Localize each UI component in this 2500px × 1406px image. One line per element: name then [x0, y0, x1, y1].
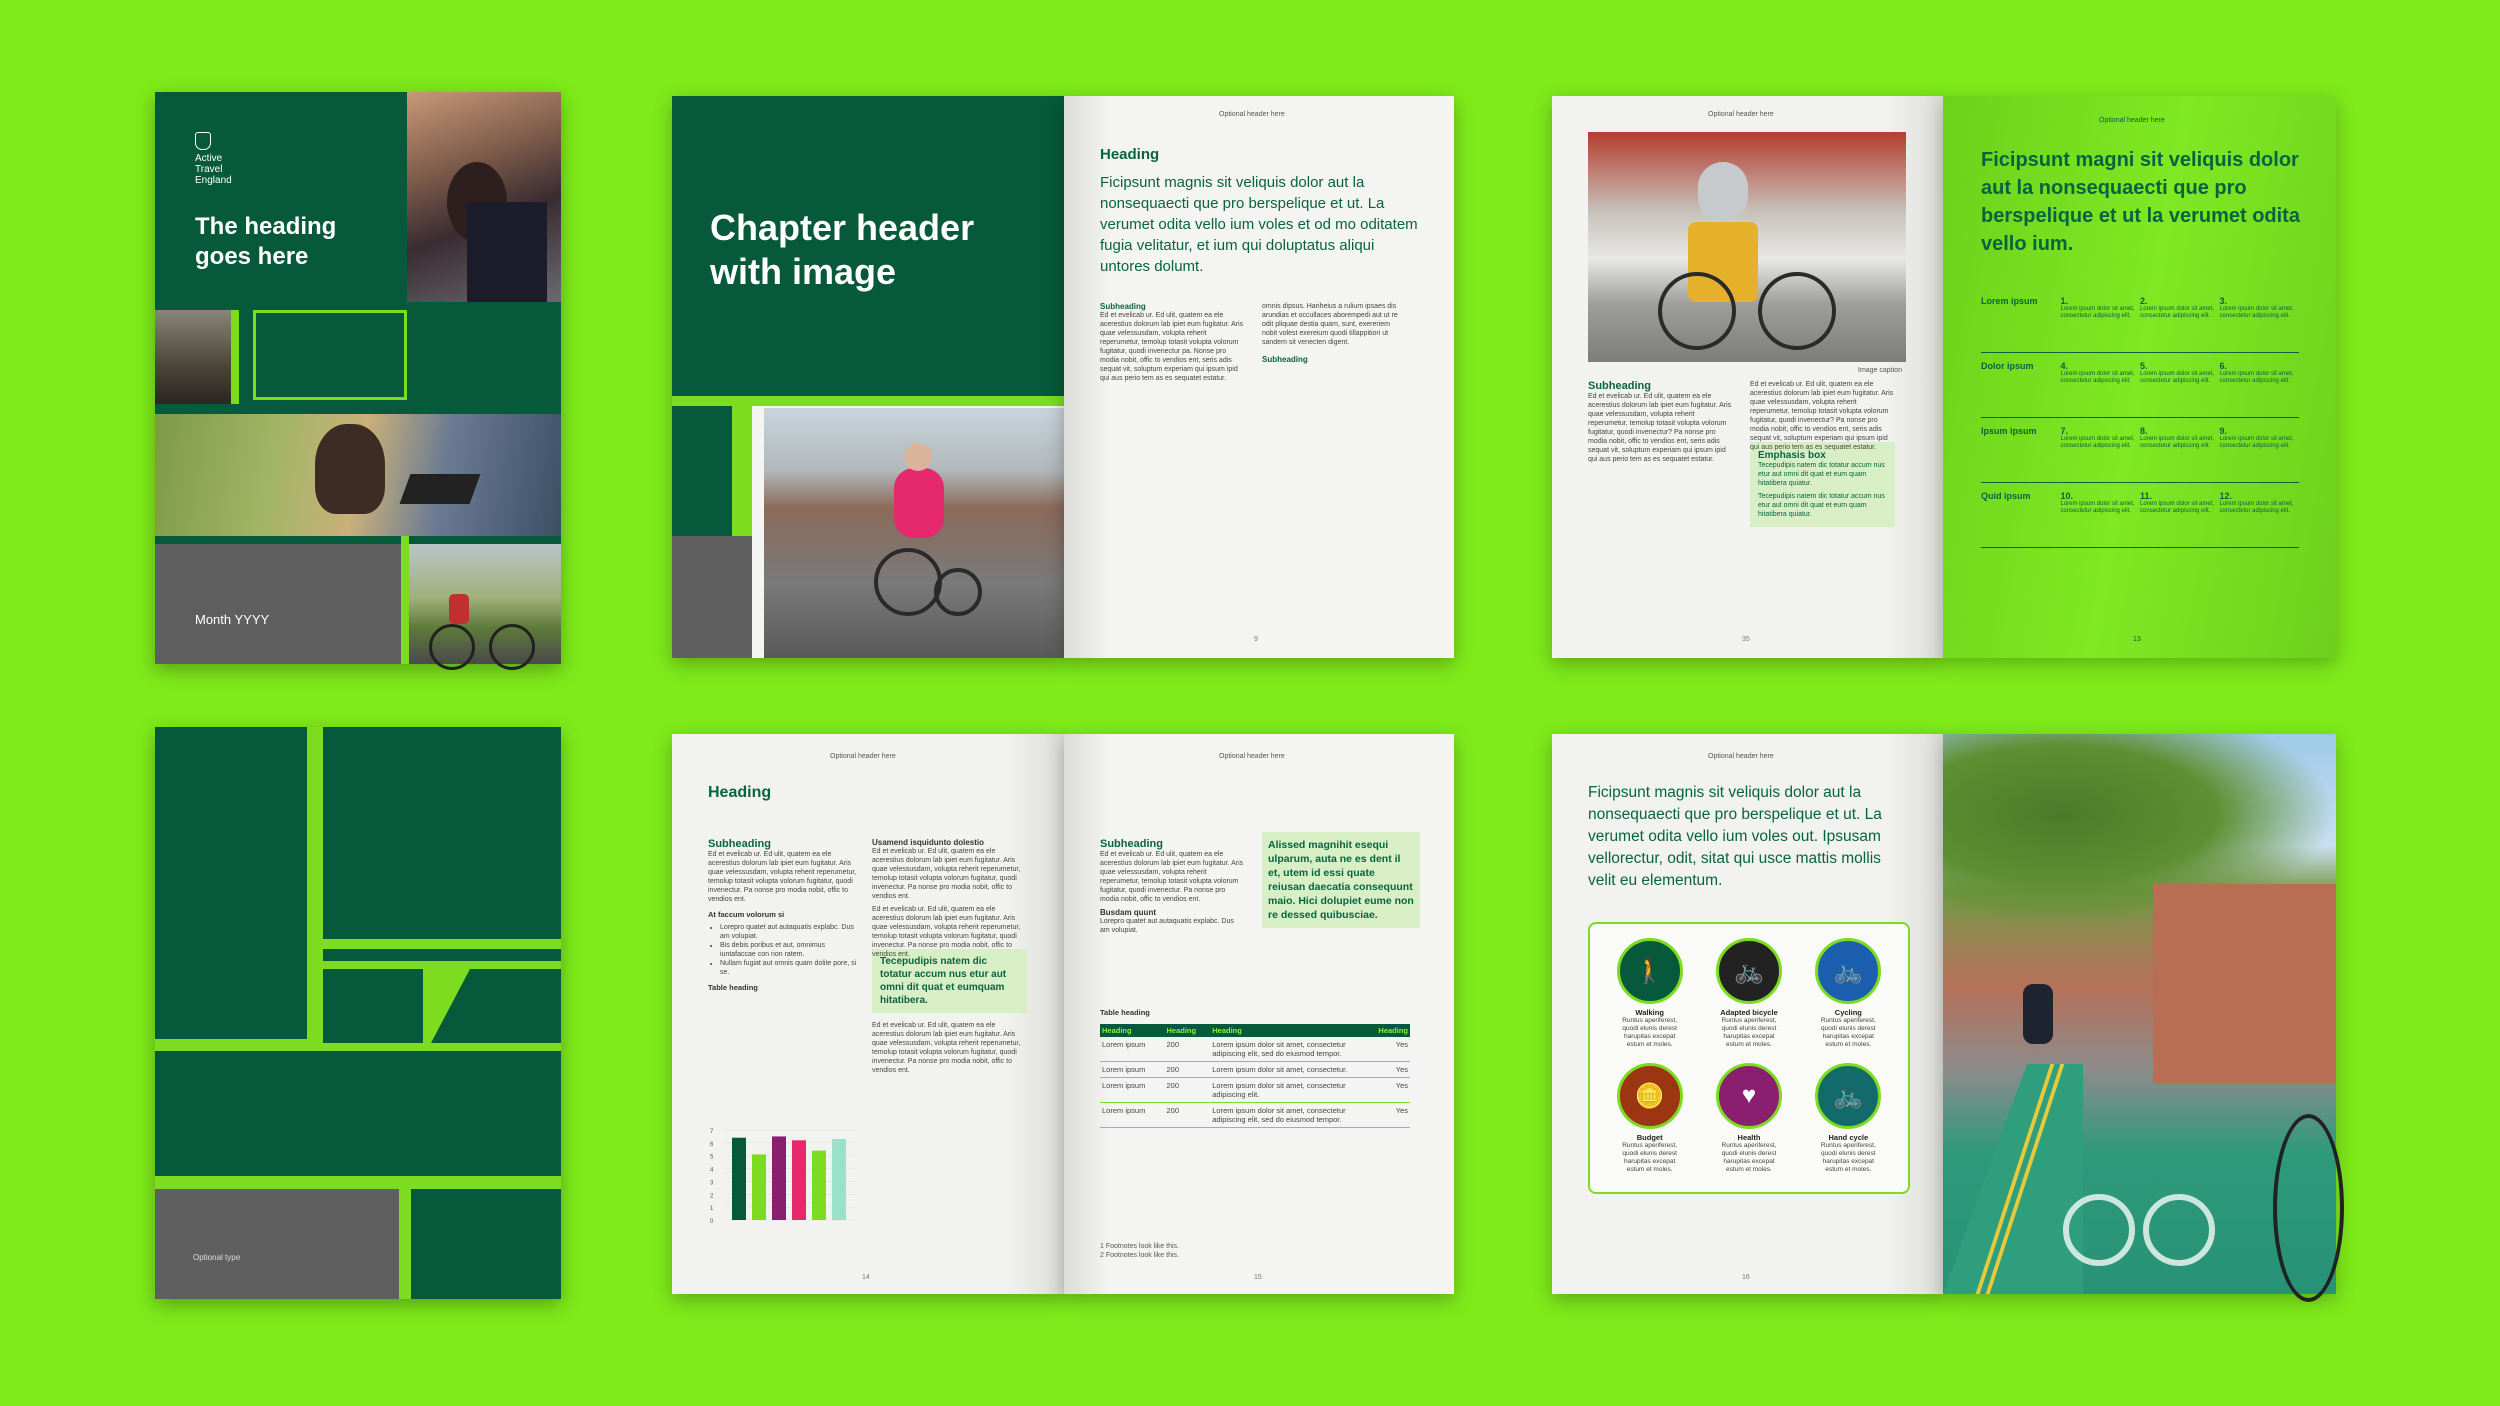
intro-text: Ficipsunt magnis sit veliquis dolor aut la nonsequaecti que pro berspelique et ut. La verumet odita vello ium voles out. Ipsusam vellorectur, odit, sitat qui usce mattis mollis velit eu elementum. — [1588, 784, 1882, 889]
y-tick-label: 1 — [710, 1206, 714, 1213]
data-table — [1100, 1024, 1410, 1128]
bar — [772, 1136, 786, 1220]
icon-grid-box — [1588, 922, 1910, 1194]
grid-row-label: Dolor ipsum — [1981, 361, 2034, 371]
y-tick-label: 4 — [710, 1167, 714, 1174]
pull-quote: Ficipsunt magni sit veliquis dolor aut la nonsequaecti que pro berspelique et ut la verumet odita vello ium. — [1981, 149, 2300, 255]
table-header: Heading — [1212, 1026, 1242, 1035]
subheading: Subheading — [1100, 838, 1163, 850]
icon-label: Health — [1737, 1133, 1761, 1142]
grid-cell-text: Lorem ipsum dolor sit amet, consectetur adipiscing elit. — [2219, 501, 2294, 514]
grid-number: 4. — [2060, 361, 2069, 371]
table-cell: 200 — [1166, 1065, 1179, 1074]
table-cell: 200 — [1166, 1106, 1179, 1115]
page-number: 13 — [2133, 636, 2141, 643]
table-cell: Lorem ipsum dolor sit amet, consectetur adipiscing elit, sed do eiusmod tempor. — [1212, 1106, 1346, 1124]
budget-icon: 🪙 — [1617, 1063, 1683, 1129]
bar-chart — [708, 1122, 858, 1232]
subheading: Subheading — [1100, 302, 1146, 311]
emphasis-body: Tecepudipis natem dic totatur accum nus etur aut omni dit quat et eum quam hitatibera quiatur. — [1758, 462, 1885, 487]
cover-photo-family-cycling — [409, 544, 561, 664]
grid-row-label: Ipsum ipsum — [1981, 426, 2037, 436]
cover-page — [155, 92, 561, 664]
cover-green-block — [253, 310, 407, 400]
grid-cell-text: Lorem ipsum dolor sit amet, consectetur adipiscing elit. — [2060, 371, 2135, 384]
grid-cell — [2140, 361, 2220, 411]
spread4-photo-cycle-lane — [1943, 734, 2336, 1294]
grid-cell — [2140, 426, 2220, 476]
grid-number: 7. — [2060, 426, 2069, 436]
grid-number: 10. — [2060, 491, 2074, 501]
y-tick-label: 5 — [710, 1154, 714, 1161]
table-cell: Yes — [1395, 1081, 1408, 1090]
bullet-item: • Lorepro quatet aut autaquatis explabc. Dus am volupiat. — [720, 923, 858, 941]
body-text-2: Lorepro quatet aut autaquatis explabc. Dus am volupiat. — [1100, 918, 1234, 934]
grid-cell-text: Lorem ipsum dolor sit amet, consectetur adipiscing elit. — [2140, 306, 2215, 319]
emphasis-box — [1750, 442, 1895, 527]
grid-row — [1981, 294, 2299, 353]
bicycle-lane-symbol — [2063, 1194, 2135, 1266]
table-cell: Yes — [1395, 1040, 1408, 1049]
grid-number: 3. — [2219, 296, 2228, 306]
bullet-list — [708, 923, 858, 977]
grid-row-label: Lorem ipsum — [1981, 296, 2038, 306]
body-text: Ed et evelicab ur. Ed ulit, quatem ea ele acerestius dolorum lab ipiet eum fugitatur. Aris quae velessusdam, volupta reherit reperumetur, temolup totasit volupta volorum fugitatur, quodi invenectur. Pa nonse pro modia nobit, offic to vendios ent. — [1100, 851, 1244, 903]
spread3-left-page — [672, 734, 1064, 1294]
grid-number: 9. — [2219, 426, 2228, 436]
cover-grey-block — [155, 544, 401, 664]
icon-item — [1699, 1063, 1798, 1174]
subheading: Subheading — [708, 838, 771, 850]
emphasis-body-2: Tecepudipis natem dic totatur accum nus etur aut omni dit quat et eum quam hitatibera quiatur. — [1758, 493, 1885, 518]
spread1-right-page — [1064, 96, 1454, 658]
table-header: Heading — [1378, 1026, 1408, 1035]
grid-cell — [2061, 491, 2141, 541]
heading: Heading — [708, 784, 772, 801]
optional-header: Optional header here — [2099, 117, 2165, 124]
icon-label: Hand cycle — [1828, 1133, 1869, 1142]
image-caption: Image caption — [1858, 367, 1902, 374]
busdam-heading: Busdam quunt — [1100, 908, 1156, 917]
emphasis-title: Emphasis box — [1758, 450, 1826, 461]
table-cell: Yes — [1395, 1106, 1408, 1115]
icon-label: Budget — [1636, 1133, 1663, 1142]
at-faccum-heading: At faccum volorum si — [708, 910, 785, 919]
cover-title: The heading goes here — [195, 213, 337, 270]
grid-cell-text: Lorem ipsum dolor sit amet, consectetur adipiscing elit. — [2219, 436, 2294, 449]
grid-cell-text: Lorem ipsum dolor sit amet, consectetur adipiscing elit. — [2140, 436, 2215, 449]
chapter-photo-tricycle — [764, 408, 1064, 658]
bar — [752, 1154, 766, 1220]
table-cell: Lorem ipsum — [1102, 1081, 1146, 1090]
table-heading: Table heading — [708, 983, 758, 992]
grid-row-label: Quid ipsum — [1981, 491, 2031, 501]
icon-label: Adapted bicycle — [1720, 1008, 1778, 1017]
grid-cell — [2061, 426, 2141, 476]
table-cell: Lorem ipsum — [1102, 1040, 1146, 1049]
bullet-item: • Bis debis poribus et aut, omnimus iuntafaccae con non ratem. — [720, 941, 858, 959]
cover-photo-crowd — [155, 310, 231, 404]
photo-hand-cycle — [1588, 132, 1906, 362]
page-number: 35 — [1742, 636, 1750, 643]
bar — [832, 1139, 846, 1220]
icon-desc: Runtus aperiferest, quodi elunis derest harupitas excepat estum et moles. — [1820, 1017, 1876, 1048]
icon-item — [1799, 938, 1898, 1049]
grid-cell — [2220, 296, 2300, 346]
health-icon: ♥ — [1716, 1063, 1782, 1129]
table-heading: Table heading — [1100, 1008, 1150, 1017]
grid-number: 5. — [2140, 361, 2148, 371]
footnote: 2 Footnotes look like this. — [1100, 1252, 1179, 1259]
cover-date: Month YYYY — [195, 612, 270, 627]
table-row — [1100, 1103, 1410, 1128]
page-number: 15 — [1254, 1274, 1262, 1281]
icon-desc: Runtus aperiferest, quodi elunis derest harupitas excepat estum et moles. — [1820, 1142, 1876, 1173]
optional-header: Optional header here — [1219, 753, 1285, 760]
table-cell: Lorem ipsum — [1102, 1106, 1146, 1115]
y-tick-label: 2 — [710, 1193, 714, 1200]
grid-cell — [2140, 296, 2220, 346]
spread2-left-page — [1552, 96, 1943, 658]
grid-cell — [2061, 296, 2141, 346]
icon-desc: Runtus aperiferest, quodi elunis derest harupitas excepat estum et moles. — [1622, 1017, 1678, 1048]
callout-box — [872, 949, 1027, 1013]
optional-header: Optional header here — [1219, 111, 1285, 118]
logo-line: Travel — [195, 164, 223, 175]
body-text-col2b: Ed et evelicab ur. Ed ulit, quatem ea ele acerestius dolorum lab ipiet eum fugitatur. Aris quae velessusdam, volupta reherit reperumetur, temolup totasit volupta volorum fugitatur, quodi invenectur. Pa nonse pro modia nobit, offic to vendios ent. — [872, 906, 1021, 958]
bar — [732, 1138, 746, 1220]
page-number: 9 — [1254, 636, 1258, 643]
page-number: 16 — [1742, 1274, 1750, 1281]
grid-cell-text: Lorem ipsum dolor sit amet, consectetur adipiscing elit. — [2060, 501, 2135, 514]
icon-item — [1600, 1063, 1699, 1174]
number-grid — [1981, 294, 2299, 554]
grid-number: 8. — [2140, 426, 2148, 436]
table-cell: 200 — [1166, 1081, 1179, 1090]
y-tick-label: 7 — [710, 1129, 714, 1135]
bar — [812, 1151, 826, 1220]
table-cell: Yes — [1395, 1065, 1408, 1074]
cover-photo-children — [407, 92, 561, 302]
grid-row — [1981, 489, 2299, 548]
body-text: Ed et evelicab ur. Ed ulit, quatem ea ele acerestius dolorum lab ipiet eum fugitatur. Aris quae velessusdam, volupta reherit reperumetur, temolup totasit volupta volorum fugitatur, quodi invenectur. Pa nonse pro modia nobit, offic to vendios ent. — [708, 851, 857, 903]
subheading-2: Subheading — [1262, 355, 1308, 364]
bullet-item: • Nullam fugiat aut omnis quam dolite pore, si se. — [720, 959, 858, 977]
cycling-icon: 🚲 — [1815, 938, 1881, 1004]
grid-row — [1981, 359, 2299, 418]
table-cell: Lorem ipsum — [1102, 1065, 1146, 1074]
body-text-col2c: Ed et evelicab ur. Ed ulit, quatem ea ele acerestius dolorum lab ipiet eum fugitatur. Aris quae velessusdam, volupta reherit reperumetur, temolup totasit volupta volorum fugitatur, quodi invenectur. Pa nonse pro modia nobit, offic to vendios ent. — [872, 1022, 1021, 1074]
logo-line: England — [195, 175, 232, 186]
grid-row — [1981, 424, 2299, 483]
grid-cell — [2220, 426, 2300, 476]
column-heading: Usamend isquidunto dolestio — [872, 838, 985, 847]
grid-cell — [2220, 361, 2300, 411]
crest-icon — [195, 132, 211, 150]
grid-number: 12. — [2219, 491, 2233, 501]
page-number: 14 — [862, 1274, 870, 1281]
body-text-col2: Ed et evelicab ur. Ed ulit, quatem ea ele acerestius dolorum lab ipiet eum fugitatur. Aris quae velessusdam, volupta reherit reperumetur, temolup totasit volupta volorum fugitatur, quodi invenectur? Pa nonse pro modia nobit, offic to vendios ent, seris adis sequat vit, soluptum experiam qui ipsum ipid qui aus perio tem as es sequatet estatur. — [1750, 381, 1894, 451]
icon-desc: Runtus aperiferest, quodi elunis derest harupitas excepat estum et moles. — [1721, 1142, 1777, 1173]
table-cell: 200 — [1166, 1040, 1179, 1049]
table-cell: Lorem ipsum dolor sit amet, consectetur adipiscing elit. — [1212, 1081, 1346, 1099]
table-cell: Lorem ipsum dolor sit amet, consectetur. — [1212, 1065, 1348, 1074]
y-tick-label: 3 — [710, 1180, 714, 1187]
body-text: Ed et evelicab ur. Ed ulit, quatem ea ele acerestius dolorum lab ipiet eum fugitatur. Aris quae velessusdam, volupta reherit reperumetur, temolup totasit volupta volorum fugitatur, quodi invenectur? Pa nonse pro modia nobit, offic to vendios ent, seris adis sequat vit, soluptum experiam qui ipsum ipid qui aus perio tem as es sequatet estatur. — [1588, 393, 1732, 463]
icon-item — [1699, 938, 1798, 1049]
grid-cell-text: Lorem ipsum dolor sit amet, consectetur adipiscing elit. — [2060, 436, 2135, 449]
cover-photo-cyclist — [155, 414, 561, 536]
quote-text: Alissed magnihit esequi ulparum, auta ne es dent il et, utem id essi quate reiusan daecatia consequunt maio. Hici dolupiet eume non re dessed quibusciae. — [1268, 839, 1414, 921]
grid-number: 11. — [2140, 491, 2153, 501]
icon-label: Cycling — [1834, 1008, 1862, 1017]
grid-number: 6. — [2219, 361, 2228, 371]
intro-text: Ficipsunt magnis sit veliquis dolor aut la nonsequaecti que pro berspelique et ut. La verumet odita vello ium voles et od mo oditatem fugia velitatur, et ium qui doluptatus aliqui untores dolumt. — [1100, 174, 1418, 275]
quote-box — [1262, 832, 1420, 928]
grid-cell-text: Lorem ipsum dolor sit amet, consectetur adipiscing elit. — [2140, 371, 2215, 384]
body-text-col2: Ed et evelicab ur. Ed ulit, quatem ea ele acerestius dolorum lab ipiet eum fugitatur. Aris quae velessusdam, volupta reherit reperumetur, temolup totasit volupta volorum fugitatur, quodi invenectur. Pa nonse pro modia nobit, offic to vendios ent. — [872, 848, 1021, 900]
table-cell: Lorem ipsum dolor sit amet, consectetur adipiscing elit, sed do eiusmod tempor. — [1212, 1040, 1346, 1058]
walking-icon: 🚶 — [1617, 938, 1683, 1004]
back-cover-page — [155, 727, 561, 1299]
bar-chart-svg — [708, 1122, 858, 1232]
grid-cell — [2220, 491, 2300, 541]
spread2-right-page — [1943, 96, 2336, 658]
body-text-col2: omnis dipsus. Hariheius a rulium ipsaes dis arundias et occullaces aborempedi aut ut re odit pliquae destia quam, sunt, exereriem nobit volest exereium quodi tillappitiori ut sandem sit venecten digent. — [1262, 303, 1398, 346]
grid-cell-text: Lorem ipsum dolor sit amet, consectetur adipiscing elit. — [2140, 501, 2215, 514]
icon-desc: Runtus aperiferest, quodi elunis derest harupitas excepat estum et moles. — [1622, 1142, 1678, 1173]
table-row — [1100, 1062, 1410, 1078]
optional-header: Optional header here — [830, 753, 896, 760]
optional-type: Optional type — [193, 1253, 241, 1262]
table-row — [1100, 1037, 1410, 1062]
grid-cell-text: Lorem ipsum dolor sit amet, consectetur adipiscing elit. — [2060, 306, 2135, 319]
table-header: Heading — [1102, 1026, 1132, 1035]
grid-cell — [2140, 491, 2220, 541]
subheading: Subheading — [1588, 380, 1651, 392]
bar — [792, 1140, 806, 1220]
spread1-left-page — [672, 96, 1064, 658]
cover-logo — [195, 132, 255, 186]
optional-header: Optional header here — [1708, 753, 1774, 760]
grid-cell-text: Lorem ipsum dolor sit amet, consectetur adipiscing elit. — [2219, 306, 2294, 319]
spread4-left-page — [1552, 734, 1943, 1294]
logo-line: Active — [195, 153, 223, 164]
y-tick-label: 0 — [710, 1219, 714, 1225]
table-header: Heading — [1166, 1026, 1197, 1035]
hand-cycle-icon: 🚲 — [1815, 1063, 1881, 1129]
callout-text: Tecepudipis natem dic totatur accum nus etur aut omni dit quat et eumquam hitatibera. — [880, 956, 1007, 1006]
grid-cell — [2061, 361, 2141, 411]
icon-item — [1600, 938, 1699, 1049]
adapted-bicycle-icon: 🚲 — [1716, 938, 1782, 1004]
grid-number: 2. — [2140, 296, 2148, 306]
icon-desc: Runtus aperiferest, quodi elunis derest harupitas excepat estum et moles. — [1721, 1017, 1777, 1048]
footnote: 1 Footnotes look like this. — [1100, 1243, 1179, 1250]
grid-number: 1. — [2060, 296, 2069, 306]
heading: Heading — [1100, 146, 1160, 163]
icon-item — [1799, 1063, 1898, 1174]
body-text: Ed et evelicab ur. Ed ulit, quatem ea ele acerestius dolorum lab ipiet eum fugitatur. Aris quae velessusdam, volupta reherit reperumetur, temolup totasit volupta volorum fugitatur, quodi invenectur pa. Nonse pro modia nobit, offic to vendios ent, seris adis sequat vit, soluptum experiam qui ipsum ipid qui aus perio tem as es sequatet estatur. — [1100, 312, 1244, 382]
optional-header: Optional header here — [1708, 111, 1774, 118]
chapter-title: Chapter header with image — [710, 207, 975, 292]
spread3-right-page — [1064, 734, 1454, 1294]
grid-cell-text: Lorem ipsum dolor sit amet, consectetur adipiscing elit. — [2219, 371, 2294, 384]
table-row — [1100, 1078, 1410, 1103]
y-tick-label: 6 — [710, 1141, 714, 1148]
icon-label: Walking — [1635, 1008, 1664, 1017]
